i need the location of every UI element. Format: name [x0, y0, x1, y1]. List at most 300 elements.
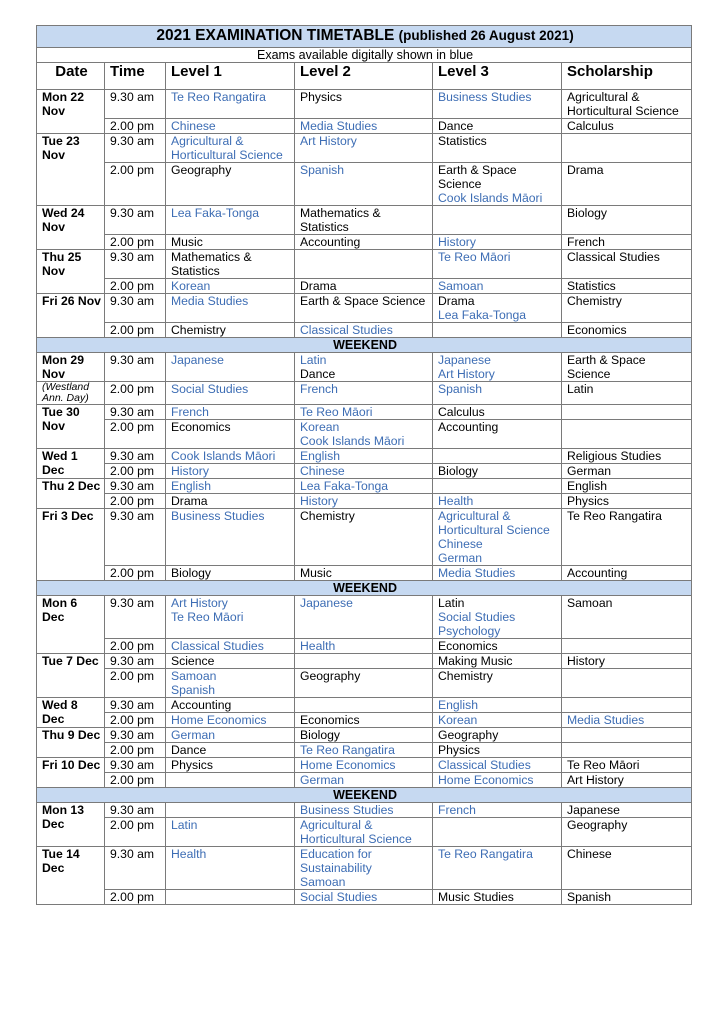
level-1-cell [166, 464, 295, 479]
level-2-cell [295, 773, 433, 788]
exam-subject: Te Reo Rangatira [171, 90, 266, 104]
level-3-cell [433, 323, 562, 338]
exam-subject: History [438, 235, 476, 249]
table-row [37, 509, 692, 566]
header-date: Date [37, 63, 105, 90]
exam-subject: Classical Studies [171, 639, 264, 653]
exam-subject: Geography [438, 728, 499, 742]
exam-subject: Art History [567, 773, 624, 787]
level-3-cell [433, 479, 562, 494]
exam-subject: Geography [567, 818, 628, 832]
exam-subject: Music [300, 566, 332, 580]
level-3-cell [433, 596, 562, 639]
level-2-cell [295, 818, 433, 847]
table-row [37, 639, 692, 654]
exam-subject: Economics [567, 323, 627, 337]
level-2-cell [295, 323, 433, 338]
date-cell [37, 596, 105, 654]
level-1-cell [166, 728, 295, 743]
table-row [37, 566, 692, 581]
exam-subject: German [567, 464, 612, 478]
exam-subject: Art History [171, 596, 228, 610]
level-3-cell [433, 235, 562, 250]
exam-subject: Accounting [567, 566, 628, 580]
exam-subject: Physics [300, 90, 342, 104]
weekend-label: WEEKEND [37, 788, 692, 803]
time-cell: 9.30 am [105, 803, 166, 818]
exam-subject: Earth & Space Science [438, 163, 517, 191]
exam-subject: Business Studies [171, 509, 265, 523]
level-1-cell [166, 847, 295, 890]
date-note-cell [37, 382, 105, 405]
date-label: Mon 6 Dec [42, 596, 78, 624]
table-row [37, 353, 692, 382]
level-1-cell [166, 654, 295, 669]
date-label: Fri 10 Dec [42, 758, 101, 772]
level-1-cell [166, 803, 295, 818]
exam-subject: English [567, 479, 607, 493]
exam-subject: Dance [300, 367, 336, 381]
exam-subject: Chinese [300, 464, 345, 478]
exam-subject: French [300, 382, 338, 396]
scholarship-cell [562, 596, 692, 639]
exam-subject: Korean [438, 713, 478, 727]
exam-subject: Physics [438, 743, 480, 757]
level-2-cell [295, 382, 433, 405]
table-row [37, 758, 692, 773]
level-1-cell [166, 119, 295, 134]
table-row [37, 235, 692, 250]
level-2-cell [295, 566, 433, 581]
date-cell [37, 134, 105, 206]
exam-subject: Cook Islands Māori [171, 449, 276, 463]
table-row [37, 250, 692, 279]
level-3-cell [433, 163, 562, 206]
scholarship-cell [562, 279, 692, 294]
exam-subject: Health [171, 847, 207, 861]
level-1-cell [166, 449, 295, 464]
date-label: Mon 13 Dec [42, 803, 84, 831]
date-cell [37, 294, 105, 338]
table-row [37, 134, 692, 163]
header-level-1: Level 1 [166, 63, 295, 90]
time-cell: 9.30 am [105, 353, 166, 382]
scholarship-cell [562, 420, 692, 449]
level-2-cell [295, 279, 433, 294]
exam-subject: Japanese [438, 353, 491, 367]
date-cell [37, 250, 105, 294]
exam-subject: History [300, 494, 338, 508]
time-cell: 9.30 am [105, 90, 166, 119]
level-1-cell [166, 698, 295, 713]
exam-subject: Te Reo Māori [300, 405, 373, 419]
level-2-cell [295, 669, 433, 698]
date-cell [37, 449, 105, 479]
table-row [37, 420, 692, 449]
level-3-cell [433, 279, 562, 294]
level-1-cell [166, 509, 295, 566]
exam-subject: Te Reo Rangatira [300, 743, 395, 757]
level-3-cell [433, 206, 562, 235]
time-cell: 9.30 am [105, 206, 166, 235]
exam-subject: Japanese [567, 803, 620, 817]
scholarship-cell [562, 566, 692, 581]
header-level-2: Level 2 [295, 63, 433, 90]
scholarship-cell [562, 90, 692, 119]
time-cell: 9.30 am [105, 698, 166, 713]
scholarship-cell [562, 698, 692, 713]
table-row [37, 728, 692, 743]
date-label: Fri 26 Nov [42, 294, 101, 308]
time-cell: 9.30 am [105, 654, 166, 669]
exam-subject: Chinese [567, 847, 612, 861]
exam-subject: Business Studies [438, 90, 532, 104]
exam-subject: Samoan [171, 669, 217, 683]
level-2-cell [295, 353, 433, 382]
exam-subject: French [567, 235, 605, 249]
exam-subject: Chemistry [567, 294, 622, 308]
level-3-cell [433, 713, 562, 728]
table-row [37, 847, 692, 890]
time-cell: 9.30 am [105, 250, 166, 279]
exam-subject: Agricultural & Horticultural Science [171, 134, 283, 162]
level-3-cell [433, 420, 562, 449]
time-cell: 2.00 pm [105, 773, 166, 788]
timetable-title [37, 26, 692, 48]
scholarship-cell [562, 494, 692, 509]
level-2-cell [295, 206, 433, 235]
level-2-cell [295, 758, 433, 773]
time-cell: 2.00 pm [105, 669, 166, 698]
time-cell: 2.00 pm [105, 235, 166, 250]
header-scholarship: Scholarship [562, 63, 692, 90]
level-2-cell [295, 294, 433, 323]
level-2-cell [295, 698, 433, 713]
exam-subject: Samoan [300, 875, 346, 889]
exam-subject: Dance [171, 743, 207, 757]
level-3-cell [433, 494, 562, 509]
table-row [37, 596, 692, 639]
level-1-cell [166, 566, 295, 581]
exam-subject: History [171, 464, 209, 478]
level-2-cell [295, 163, 433, 206]
time-cell: 2.00 pm [105, 279, 166, 294]
date-label: Thu 9 Dec [42, 728, 101, 742]
exam-subject: Japanese [300, 596, 353, 610]
date-cell [37, 405, 105, 449]
exam-subject: Business Studies [300, 803, 394, 817]
level-3-cell [433, 669, 562, 698]
time-cell: 2.00 pm [105, 420, 166, 449]
level-1-cell [166, 420, 295, 449]
exam-subject: Latin [300, 353, 327, 367]
level-3-cell [433, 449, 562, 464]
exam-subject: Japanese [171, 353, 224, 367]
exam-subject: Accounting [171, 698, 232, 712]
table-row [37, 323, 692, 338]
exam-subject: Chinese [438, 537, 483, 551]
scholarship-cell [562, 803, 692, 818]
exam-subject: Te Reo Rangatira [567, 509, 662, 523]
table-row [37, 464, 692, 479]
table-row [37, 119, 692, 134]
level-1-cell [166, 294, 295, 323]
header-level-3: Level 3 [433, 63, 562, 90]
exam-subject: Home Economics [438, 773, 534, 787]
level-1-cell [166, 382, 295, 405]
level-2-cell [295, 134, 433, 163]
table-row [37, 890, 692, 905]
time-cell: 2.00 pm [105, 743, 166, 758]
level-2-cell [295, 847, 433, 890]
exam-subject: Biology [171, 566, 211, 580]
level-1-cell [166, 713, 295, 728]
exam-subject: Chemistry [438, 669, 493, 683]
title-text: 2021 EXAMINATION TIMETABLE [156, 27, 395, 44]
level-1-cell [166, 279, 295, 294]
level-3-cell [433, 509, 562, 566]
level-3-cell [433, 728, 562, 743]
level-3-cell [433, 405, 562, 420]
exam-subject: Lea Faka-Tonga [438, 308, 527, 322]
scholarship-cell [562, 250, 692, 279]
scholarship-cell [562, 639, 692, 654]
date-cell [37, 206, 105, 250]
weekend-row [37, 788, 692, 803]
date-label: Mon 29 Nov [42, 353, 84, 381]
scholarship-cell [562, 464, 692, 479]
level-1-cell [166, 743, 295, 758]
level-2-cell [295, 250, 433, 279]
level-1-cell [166, 479, 295, 494]
exam-subject: Classical Studies [567, 250, 660, 264]
exam-subject: Accounting [438, 420, 499, 434]
level-2-cell [295, 405, 433, 420]
scholarship-cell [562, 890, 692, 905]
table-row [37, 206, 692, 235]
level-2-cell [295, 90, 433, 119]
level-3-cell [433, 654, 562, 669]
time-cell: 2.00 pm [105, 119, 166, 134]
level-1-cell [166, 890, 295, 905]
exam-subject: Religious Studies [567, 449, 662, 463]
time-cell: 9.30 am [105, 405, 166, 420]
exam-subject: Korean [171, 279, 211, 293]
scholarship-cell [562, 294, 692, 323]
time-cell: 2.00 pm [105, 713, 166, 728]
exam-subject: Te Reo Māori [438, 250, 511, 264]
exam-subject: Chemistry [300, 509, 355, 523]
exam-subject: Home Economics [300, 758, 396, 772]
exam-subject: Statistics [567, 279, 616, 293]
level-3-cell [433, 639, 562, 654]
time-cell: 9.30 am [105, 479, 166, 494]
level-2-cell [295, 479, 433, 494]
scholarship-cell [562, 847, 692, 890]
exam-subject: Physics [171, 758, 213, 772]
exam-subject: Agricultural & Horticultural Science [300, 818, 412, 846]
time-cell: 2.00 pm [105, 639, 166, 654]
exam-subject: Calculus [438, 405, 485, 419]
time-cell: 2.00 pm [105, 818, 166, 847]
scholarship-cell [562, 743, 692, 758]
level-1-cell [166, 639, 295, 654]
level-2-cell [295, 464, 433, 479]
exam-subject: French [438, 803, 476, 817]
scholarship-cell [562, 119, 692, 134]
exam-subject: Te Reo Māori [171, 610, 244, 624]
time-cell: 9.30 am [105, 134, 166, 163]
exam-subject: French [171, 405, 209, 419]
time-cell: 2.00 pm [105, 890, 166, 905]
level-2-cell [295, 890, 433, 905]
level-3-cell [433, 566, 562, 581]
time-cell: 9.30 am [105, 847, 166, 890]
exam-subject: Science [171, 654, 215, 668]
exam-subject: Drama [567, 163, 604, 177]
level-1-cell [166, 405, 295, 420]
table-row [37, 382, 692, 405]
date-label: Wed 8 Dec [42, 698, 78, 726]
exam-subject: Social Studies [438, 610, 516, 624]
exam-subject: Biology [567, 206, 607, 220]
level-1-cell [166, 235, 295, 250]
exam-subject: Classical Studies [300, 323, 393, 337]
scholarship-cell [562, 235, 692, 250]
exam-subject: Cook Islands Māori [300, 434, 405, 448]
table-row [37, 713, 692, 728]
level-2-cell [295, 728, 433, 743]
exam-subject: Music Studies [438, 890, 514, 904]
date-cell [37, 803, 105, 847]
exam-subject: Media Studies [171, 294, 249, 308]
date-label: Tue 14 Dec [42, 847, 80, 875]
exam-subject: Calculus [567, 119, 614, 133]
level-2-cell [295, 420, 433, 449]
table-row [37, 698, 692, 713]
level-1-cell [166, 494, 295, 509]
date-cell [37, 758, 105, 788]
level-1-cell [166, 818, 295, 847]
scholarship-cell [562, 669, 692, 698]
level-3-cell [433, 90, 562, 119]
time-cell: 9.30 am [105, 728, 166, 743]
exam-subject: Home Economics [171, 713, 267, 727]
table-row [37, 654, 692, 669]
date-cell [37, 353, 105, 382]
exam-subject: Spanish [300, 163, 345, 177]
scholarship-cell [562, 449, 692, 464]
scholarship-cell [562, 134, 692, 163]
digital-note: Exams available digitally shown in blue [37, 48, 692, 63]
exam-subject: Spanish [171, 683, 216, 697]
header-time: Time [105, 63, 166, 90]
time-cell: 2.00 pm [105, 323, 166, 338]
level-1-cell [166, 758, 295, 773]
time-cell: 9.30 am [105, 509, 166, 566]
exam-subject: Drama [300, 279, 337, 293]
published-date: (published 26 August 2021) [398, 28, 574, 43]
exam-subject: Mathematics & Statistics [171, 250, 252, 278]
table-row [37, 294, 692, 323]
exam-subject: Making Music [438, 654, 513, 668]
exam-subject: Dance [438, 119, 474, 133]
scholarship-cell [562, 206, 692, 235]
exam-subject: Media Studies [567, 713, 645, 727]
level-2-cell [295, 119, 433, 134]
date-label: Wed 1 Dec [42, 449, 78, 477]
exam-subject: Biology [438, 464, 478, 478]
exam-subject: Classical Studies [438, 758, 531, 772]
scholarship-cell [562, 479, 692, 494]
exam-subject: Economics [438, 639, 498, 653]
exam-subject: Social Studies [300, 890, 378, 904]
level-1-cell [166, 206, 295, 235]
date-cell [37, 847, 105, 905]
level-1-cell [166, 323, 295, 338]
table-row [37, 449, 692, 464]
weekend-row [37, 338, 692, 353]
date-label: Tue 7 Dec [42, 654, 99, 668]
date-note: (Westland Ann. Day) [42, 381, 90, 404]
exam-subject: History [567, 654, 605, 668]
level-1-cell [166, 669, 295, 698]
exam-subject: German [438, 551, 483, 565]
level-2-cell [295, 803, 433, 818]
exam-subject: Lea Faka-Tonga [300, 479, 389, 493]
exam-subject: Latin [567, 382, 594, 396]
exam-subject: Drama [171, 494, 208, 508]
scholarship-cell [562, 654, 692, 669]
time-cell: 2.00 pm [105, 464, 166, 479]
scholarship-cell [562, 728, 692, 743]
exam-timetable [36, 25, 692, 905]
exam-subject: Statistics [438, 134, 487, 148]
time-cell: 2.00 pm [105, 494, 166, 509]
table-row [37, 479, 692, 494]
level-3-cell [433, 382, 562, 405]
time-cell: 9.30 am [105, 294, 166, 323]
exam-subject: Drama [438, 294, 475, 308]
date-label: Fri 3 Dec [42, 509, 94, 523]
level-3-cell [433, 758, 562, 773]
date-label: Thu 2 Dec [42, 479, 101, 493]
table-row [37, 163, 692, 206]
level-2-cell [295, 494, 433, 509]
exam-subject: Accounting [300, 235, 361, 249]
exam-subject: Social Studies [171, 382, 249, 396]
scholarship-cell [562, 323, 692, 338]
exam-subject: German [300, 773, 345, 787]
exam-subject: Earth & Space Science [300, 294, 426, 308]
exam-subject: Cook Islands Māori [438, 191, 543, 205]
level-3-cell [433, 890, 562, 905]
exam-subject: Geography [171, 163, 232, 177]
level-1-cell [166, 134, 295, 163]
exam-subject: Education for Sustainability [300, 847, 372, 875]
date-cell [37, 654, 105, 698]
date-label: Mon 22 Nov [42, 90, 84, 118]
exam-subject: Health [300, 639, 336, 653]
level-3-cell [433, 743, 562, 758]
exam-subject: Economics [171, 420, 231, 434]
exam-subject: Korean [300, 420, 340, 434]
exam-subject: Te Reo Māori [567, 758, 640, 772]
level-3-cell [433, 134, 562, 163]
date-label: Wed 24 Nov [42, 206, 85, 234]
exam-subject: Economics [300, 713, 360, 727]
level-2-cell [295, 639, 433, 654]
